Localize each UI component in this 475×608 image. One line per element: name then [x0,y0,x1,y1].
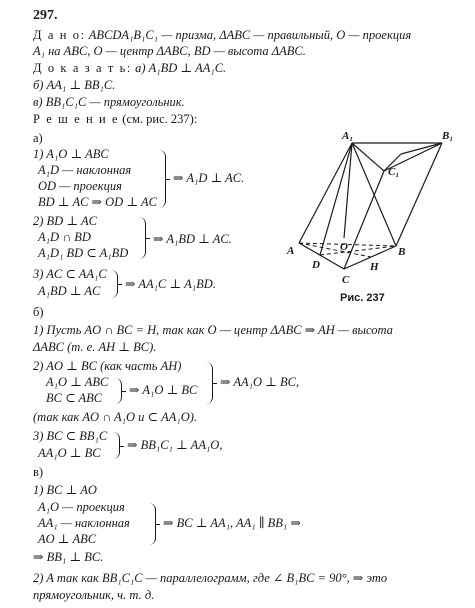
edge-b1-b [396,143,442,246]
given-label: Д а н о: [33,28,86,42]
given-line-2: A₁ на ABC, O — центр ΔABC, BD — высота ΔABC. [33,44,306,58]
prism-figure [284,126,464,311]
prove-label: Д о к а з а т ь: [33,61,132,75]
solution-ref: (см. рис. 237): [122,112,198,126]
a-step3-brace [110,270,118,298]
label-c: C [342,274,350,286]
b-p2-inner-brace [114,378,122,404]
c-c1: 1) BC ⊥ AO [33,483,97,497]
a-step3-line1: 3) AC ⊂ AA₁C [33,267,107,281]
a-step2-line1: 2) BD ⊥ AC [33,214,97,228]
a-step3-result: ⇒ AA₁C ⊥ A₁BD. [125,277,216,291]
figure-caption: Рис. 237 [340,292,385,304]
c-c1-result: ⇒ BC ⊥ AA₁, AA₁ ∥ BB₁ ⇒ [163,516,301,530]
b-p2-outer-brace [205,362,213,404]
c-c2-line2: прямоугольник, ч. т. д. [33,588,155,602]
b-p2-note: (так как AO ∩ A₁O и ⊂ AA₁O). [33,410,198,424]
solution-label: Р е ш е н и е [33,112,120,126]
a-step1-line3: OD — проекция [38,179,122,193]
label-d: D [312,259,320,271]
a-step2-result: ⇒ A₁BD ⊥ AC. [153,232,232,246]
b-p3-brace [112,432,120,459]
problem-number: 297. [33,8,58,23]
prove-c: в) BB₁C₁C — прямоугольник. [33,95,185,109]
part-c-label: в) [33,465,44,479]
edge-a1-c1 [352,143,384,171]
b-p3-line1: 3) BC ⊂ BB₁C [33,429,108,443]
a-step2-line2: A₁D ∩ BD [38,230,91,244]
label-a: A [287,245,295,257]
b-p2-result: ⇒ AA₁O ⊥ BC, [220,375,300,389]
label-o: O [340,241,348,253]
label-a1: A₁ [342,130,354,142]
prove-a: а) A₁BD ⊥ AA₁C. [135,61,227,75]
prove-line-a [33,61,226,76]
label-h: H [370,261,379,273]
b-p2: 2) AO ⊥ BC (как часть AH) [33,359,182,373]
label-c1: C₁ [388,166,400,178]
b-p2-inner-1: A₁O ⊥ ABC [46,375,109,389]
edge-a1-a [299,143,352,243]
line-a-h-hidden [299,243,371,257]
b-p3-result: ⇒ BB₁C₁ ⊥ AA₁O, [127,438,223,452]
prove-b: б) AA₁ ⊥ BB₁C. [33,78,116,92]
b-p3-line2: AA₁O ⊥ BC [38,446,101,460]
b-p2-inner-2: BC ⊂ ABC [46,391,103,405]
a-step1-line4: BD ⊥ AC ⇒ OD ⊥ AC [38,195,157,209]
c-c1-result-2: ⇒ BB₁ ⊥ BC. [33,550,104,564]
c-c1-brace [148,503,156,545]
solution-header [33,112,197,127]
c-c1-inner-3: AO ⊥ ABC [38,532,97,546]
a-step3-line2: A₁BD ⊥ AC [38,284,101,298]
a-step1-brace [158,150,166,208]
a-step2-brace [138,217,146,259]
a-step1-line2: A₁D — наклонная [38,163,132,177]
label-b: B [398,246,406,258]
a-step2-line3: A₁D₁ BD ⊂ A₁BD [38,246,129,260]
label-b1: B₁ [442,130,454,142]
part-a-label: а) [33,131,43,145]
part-b-label: б) [33,305,44,319]
b-p2-inner-result: ⇒ A₁O ⊥ BC [129,383,198,397]
a-step1-line1: 1) A₁O ⊥ ABC [33,147,109,161]
given-text-1: ABCDA₁B₁C₁ — призма, ΔABC — правильный, O — проекция [88,28,412,42]
b-p1-line1: 1) Пусть AO ∩ BC = H, так как O — центр ΔABC ⇒ AH — высота [33,323,393,337]
line-a1-b [352,143,396,246]
given-line-1 [33,28,411,43]
b-p1-line2: ΔABC (т. е. AH ⊥ BC). [33,340,157,354]
a-step1-result: ⇒ A₁D ⊥ AC. [173,171,245,185]
c-c2-line1: 2) A так как BB₁C₁C — параллелограмм, где ∠ B₁BC = 90°, ⇒ это [33,571,388,585]
c-c1-inner-2: AA₁ — наклонная [38,516,130,530]
c-c1-inner-1: A₁O — проекция [38,500,125,514]
